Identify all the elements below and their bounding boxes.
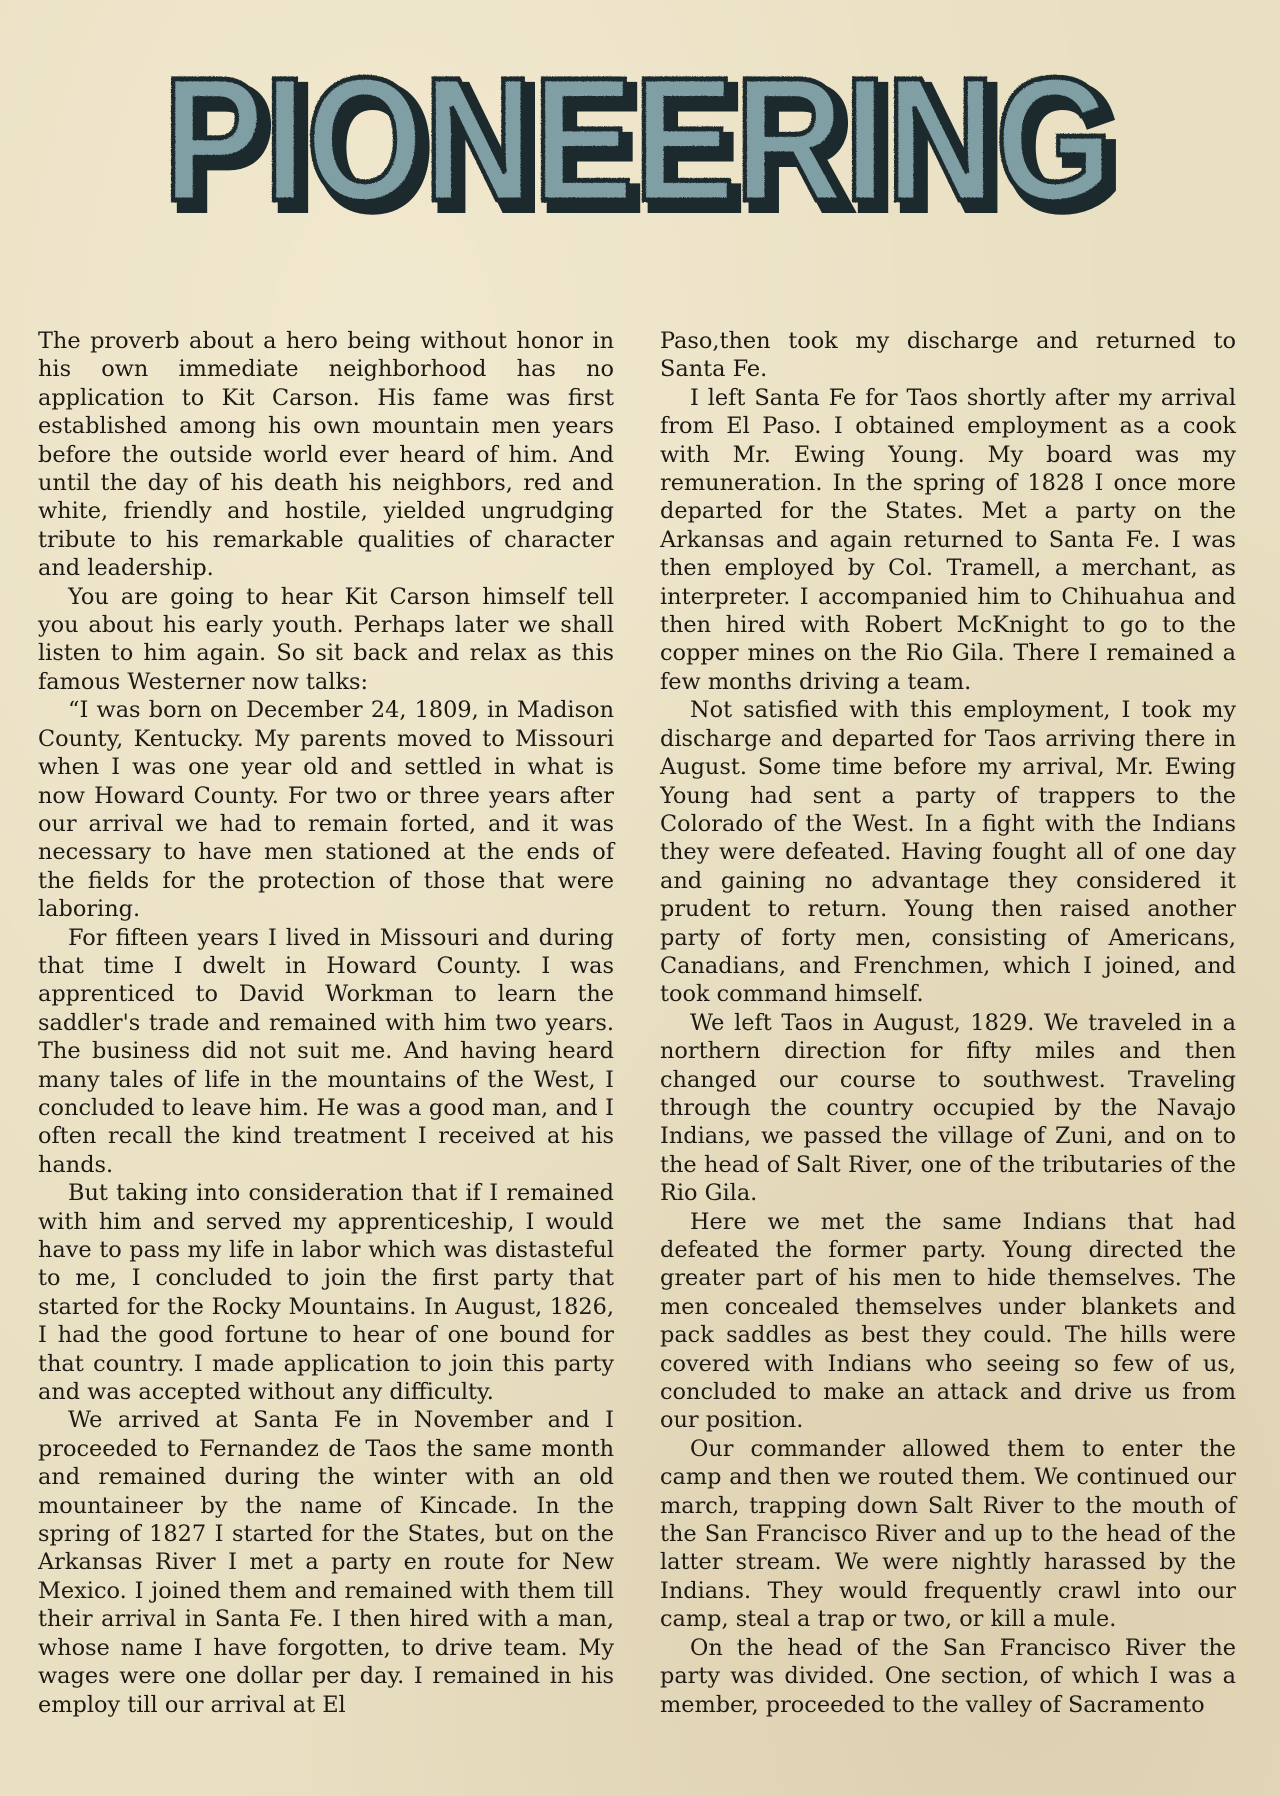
- headline-text: PIONEERING: [163, 48, 1113, 228]
- article-column-right: [660, 327, 1236, 1719]
- paragraph: On the head of the San Francisco River the party was divided. One section, of which I was a member, proceeded to the valley of Sacramento: [660, 1634, 1236, 1718]
- paragraph: Paso,then took my discharge and returned to Santa Fe.: [660, 328, 1236, 383]
- paragraph: We left Taos in August, 1829. We traveled in a northern direction for fifty miles and then changed our course to southwest. Traveling through the country occupied by the Navajo Indians, we passed the village of Zuni, and on to the head of Salt River, one of the tributaries of the Rio Gila.: [660, 1009, 1236, 1207]
- paragraph: For fifteen years I lived in Missouri and during that time I dwelt in Howard County. I was apprenticed to David Workman to learn the saddler's trade and remained with him two years. The business did not suit me. And having heard many tales of life in the mountains of the West, I concluded to leave him. He was a good man, and I often recall the kind treatment I received at his hands.: [38, 924, 614, 1178]
- paragraph: I left Santa Fe for Taos shortly after my arrival from El Paso. I obtained employment as a cook with Mr. Ewing Young. My board was my remuneration. In the spring of 1828 I once more departed for the States. Met a party on the Arkansas and again returned to Santa Fe. I was then employed by Col. Tramell, a merchant, as interpreter. I accompanied him to Chihuahua and then hired with Robert McKnight to go to the copper mines on the Rio Gila. There I remained a few months driving a team.: [660, 384, 1236, 695]
- headline-graphic: [150, 48, 1130, 228]
- paragraph: Not satisfied with this employment, I took my discharge and departed for Taos arriving there in August. Some time before my arrival, Mr. Ewing Young had sent a party of trappers to the Colorado of the West. In a fight with the Indians they were defeated. Having fought all of one day and gaining no advantage they considered it prudent to return. Young then raised another party of forty men, consisting of Americans, Canadians, and Frenchmen, which I joined, and took command himself.: [660, 697, 1236, 1008]
- paragraph: But taking into consideration that if I remained with him and served my apprenticeship, I would have to pass my life in labor which was distasteful to me, I concluded to join the first party that started for the Rocky Mountains. In August, 1826, I had the good fortune to hear of one bound for that country. I made application to join this party and was accepted without any difficulty.: [38, 1180, 614, 1406]
- headline-shadow: PIONEERING: [171, 50, 1121, 228]
- article-column-left: [38, 327, 614, 1719]
- paragraph: We arrived at Santa Fe in November and I proceeded to Fernandez de Taos the same month and remained during the winter with an old mountaineer by the name of Kincade. In the spring of 1827 I started for the States, but on the Arkansas River I met a party en route for New Mexico. I joined them and remained with them till their arrival in Santa Fe. I then hired with a man, whose name I have forgotten, to drive team. My wages were one dollar per day. I remained in his employ till our arrival at El: [38, 1407, 614, 1718]
- paragraph: “I was born on December 24, 1809, in Madison County, Kentucky. My parents moved to Missouri when I was one year old and settled in what is now Howard County. For two or three years after our arrival we had to remain forted, and it was necessary to have men stationed at the ends of the fields for the protection of those that were laboring.: [38, 697, 614, 923]
- paragraph: Our commander allowed them to enter the camp and then we routed them. We continued our march, trapping down Salt River to the mouth of the San Francisco River and up to the head of the latter stream. We were nightly harassed by the Indians. They would frequently crawl into our camp, steal a trap or two, or kill a mule.: [660, 1435, 1236, 1633]
- headline: [150, 48, 1130, 228]
- paragraph: The proverb about a hero being without honor in his own immediate neighborhood has no application to Kit Carson. His fame was first established among his own mountain men years before the outside world ever heard of him. And until the day of his death his neighbors, red and white, friendly and hostile, yielded ungrudging tribute to his remarkable qualities of character and leadership.: [38, 328, 614, 582]
- paragraph: You are going to hear Kit Carson himself tell you about his early youth. Perhaps later we shall listen to him again. So sit back and relax as this famous Westerner now talks:: [38, 583, 614, 695]
- paragraph: Here we met the same Indians that had defeated the former party. Young directed the greater part of his men to hide themselves. The men concealed themselves under blankets and pack saddles as best they could. The hills were covered with Indians who seeing so few of us, concluded to make an attack and drive us from our position.: [660, 1208, 1236, 1434]
